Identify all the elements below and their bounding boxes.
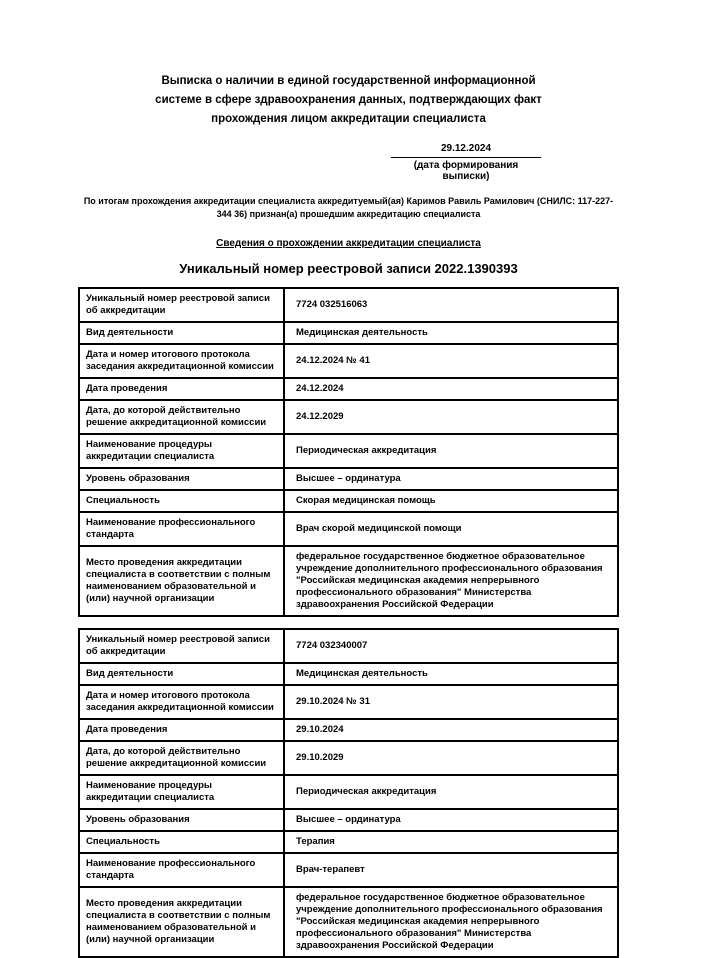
accreditation-extract: [78, 0, 619, 958]
table-row: [79, 741, 618, 775]
row-label: Уникальный номер реестровой записи об аккредитации: [79, 629, 284, 663]
table-row: [79, 719, 618, 741]
row-value: 24.12.2024: [284, 378, 618, 400]
accreditation-record-tables: [78, 287, 619, 958]
table-row: [79, 378, 618, 400]
row-label: Наименование процедуры аккредитации специалиста: [79, 775, 284, 809]
section-heading: Сведения о прохождении аккредитации специалиста: [216, 238, 481, 249]
intro-paragraph: По итогам прохождения аккредитации специалиста аккредитуемый(ая) Каримов Равиль Рамилович (СНИЛС: 117-227- 344 36) признан(а) прошедшим аккредитацию специалиста: [83, 196, 614, 219]
table-row: [79, 629, 618, 663]
row-label: Дата и номер итогового протокола заседания аккредитационной комиссии: [79, 344, 284, 378]
table-row: [79, 400, 618, 434]
row-value: Высшее – ординатура: [284, 468, 618, 490]
row-value: Терапия: [284, 831, 618, 853]
row-label: Дата, до которой действительно решение аккредитационной комиссии: [79, 400, 284, 434]
row-label: Уникальный номер реестровой записи об аккредитации: [79, 288, 284, 322]
issue-date-caption: (дата формирования выписки): [413, 160, 519, 182]
row-label: Наименование профессионального стандарта: [79, 512, 284, 546]
row-label: Специальность: [79, 831, 284, 853]
row-label: Дата проведения: [79, 378, 284, 400]
row-label: Место проведения аккредитации специалиста в соответствии с полным наименованием образовательной и (или) научной организации: [79, 546, 284, 616]
table-row: [79, 809, 618, 831]
table-row: [79, 887, 618, 957]
table-row: [79, 434, 618, 468]
row-label: Дата проведения: [79, 719, 284, 741]
accreditation-record-table: [78, 287, 619, 617]
row-label: Наименование профессионального стандарта: [79, 853, 284, 887]
table-row: [79, 322, 618, 344]
row-value: Врач скорой медицинской помощи: [284, 512, 618, 546]
issue-date-block: [391, 143, 541, 182]
row-value: федеральное государственное бюджетное образовательное учреждение дополнительного профессионального образования "Российская медицинская академия непрерывного профессионального образования" Министерства здравоохранения Российской Федерации: [284, 887, 618, 957]
row-label: Место проведения аккредитации специалиста в соответствии с полным наименованием образовательной и (или) научной организации: [79, 887, 284, 957]
issue-date: 29.12.2024: [391, 143, 541, 158]
row-label: Уровень образования: [79, 809, 284, 831]
row-value: 24.12.2029: [284, 400, 618, 434]
row-value: 29.10.2024: [284, 719, 618, 741]
registry-number-title: Уникальный номер реестровой записи 2022.1390393: [179, 261, 518, 276]
table-row: [79, 546, 618, 616]
row-label: Уровень образования: [79, 468, 284, 490]
table-row: [79, 490, 618, 512]
row-label: Наименование процедуры аккредитации специалиста: [79, 434, 284, 468]
row-label: Дата, до которой действительно решение аккредитационной комиссии: [79, 741, 284, 775]
row-value: федеральное государственное бюджетное образовательное учреждение дополнительного профессионального образования "Российская медицинская академия непрерывного профессионального образования" Министерства здравоохранения Российской Федерации: [284, 546, 618, 616]
row-label: Вид деятельности: [79, 322, 284, 344]
row-label: Специальность: [79, 490, 284, 512]
table-row: [79, 512, 618, 546]
row-value: 29.10.2029: [284, 741, 618, 775]
row-value: 29.10.2024 № 31: [284, 685, 618, 719]
table-row: [79, 853, 618, 887]
row-value: 24.12.2024 № 41: [284, 344, 618, 378]
row-value: 7724 032516063: [284, 288, 618, 322]
row-value: Скорая медицинская помощь: [284, 490, 618, 512]
table-row: [79, 468, 618, 490]
row-value: Высшее – ординатура: [284, 809, 618, 831]
row-label: Вид деятельности: [79, 663, 284, 685]
row-value: Медицинская деятельность: [284, 663, 618, 685]
row-label: Дата и номер итогового протокола заседания аккредитационной комиссии: [79, 685, 284, 719]
row-value: 7724 032340007: [284, 629, 618, 663]
table-row: [79, 831, 618, 853]
table-row: [79, 288, 618, 322]
table-row: [79, 775, 618, 809]
table-row: [79, 663, 618, 685]
accreditation-record-table: [78, 628, 619, 958]
row-value: Врач-терапевт: [284, 853, 618, 887]
row-value: Периодическая аккредитация: [284, 434, 618, 468]
table-row: [79, 344, 618, 378]
row-value: Медицинская деятельность: [284, 322, 618, 344]
row-value: Периодическая аккредитация: [284, 775, 618, 809]
table-row: [79, 685, 618, 719]
document-title: Выписка о наличии в единой государственной информационной системе в сфере здравоохранения данных, подтверждающих факт прохождения лицом аккредитации специалиста: [155, 75, 542, 125]
